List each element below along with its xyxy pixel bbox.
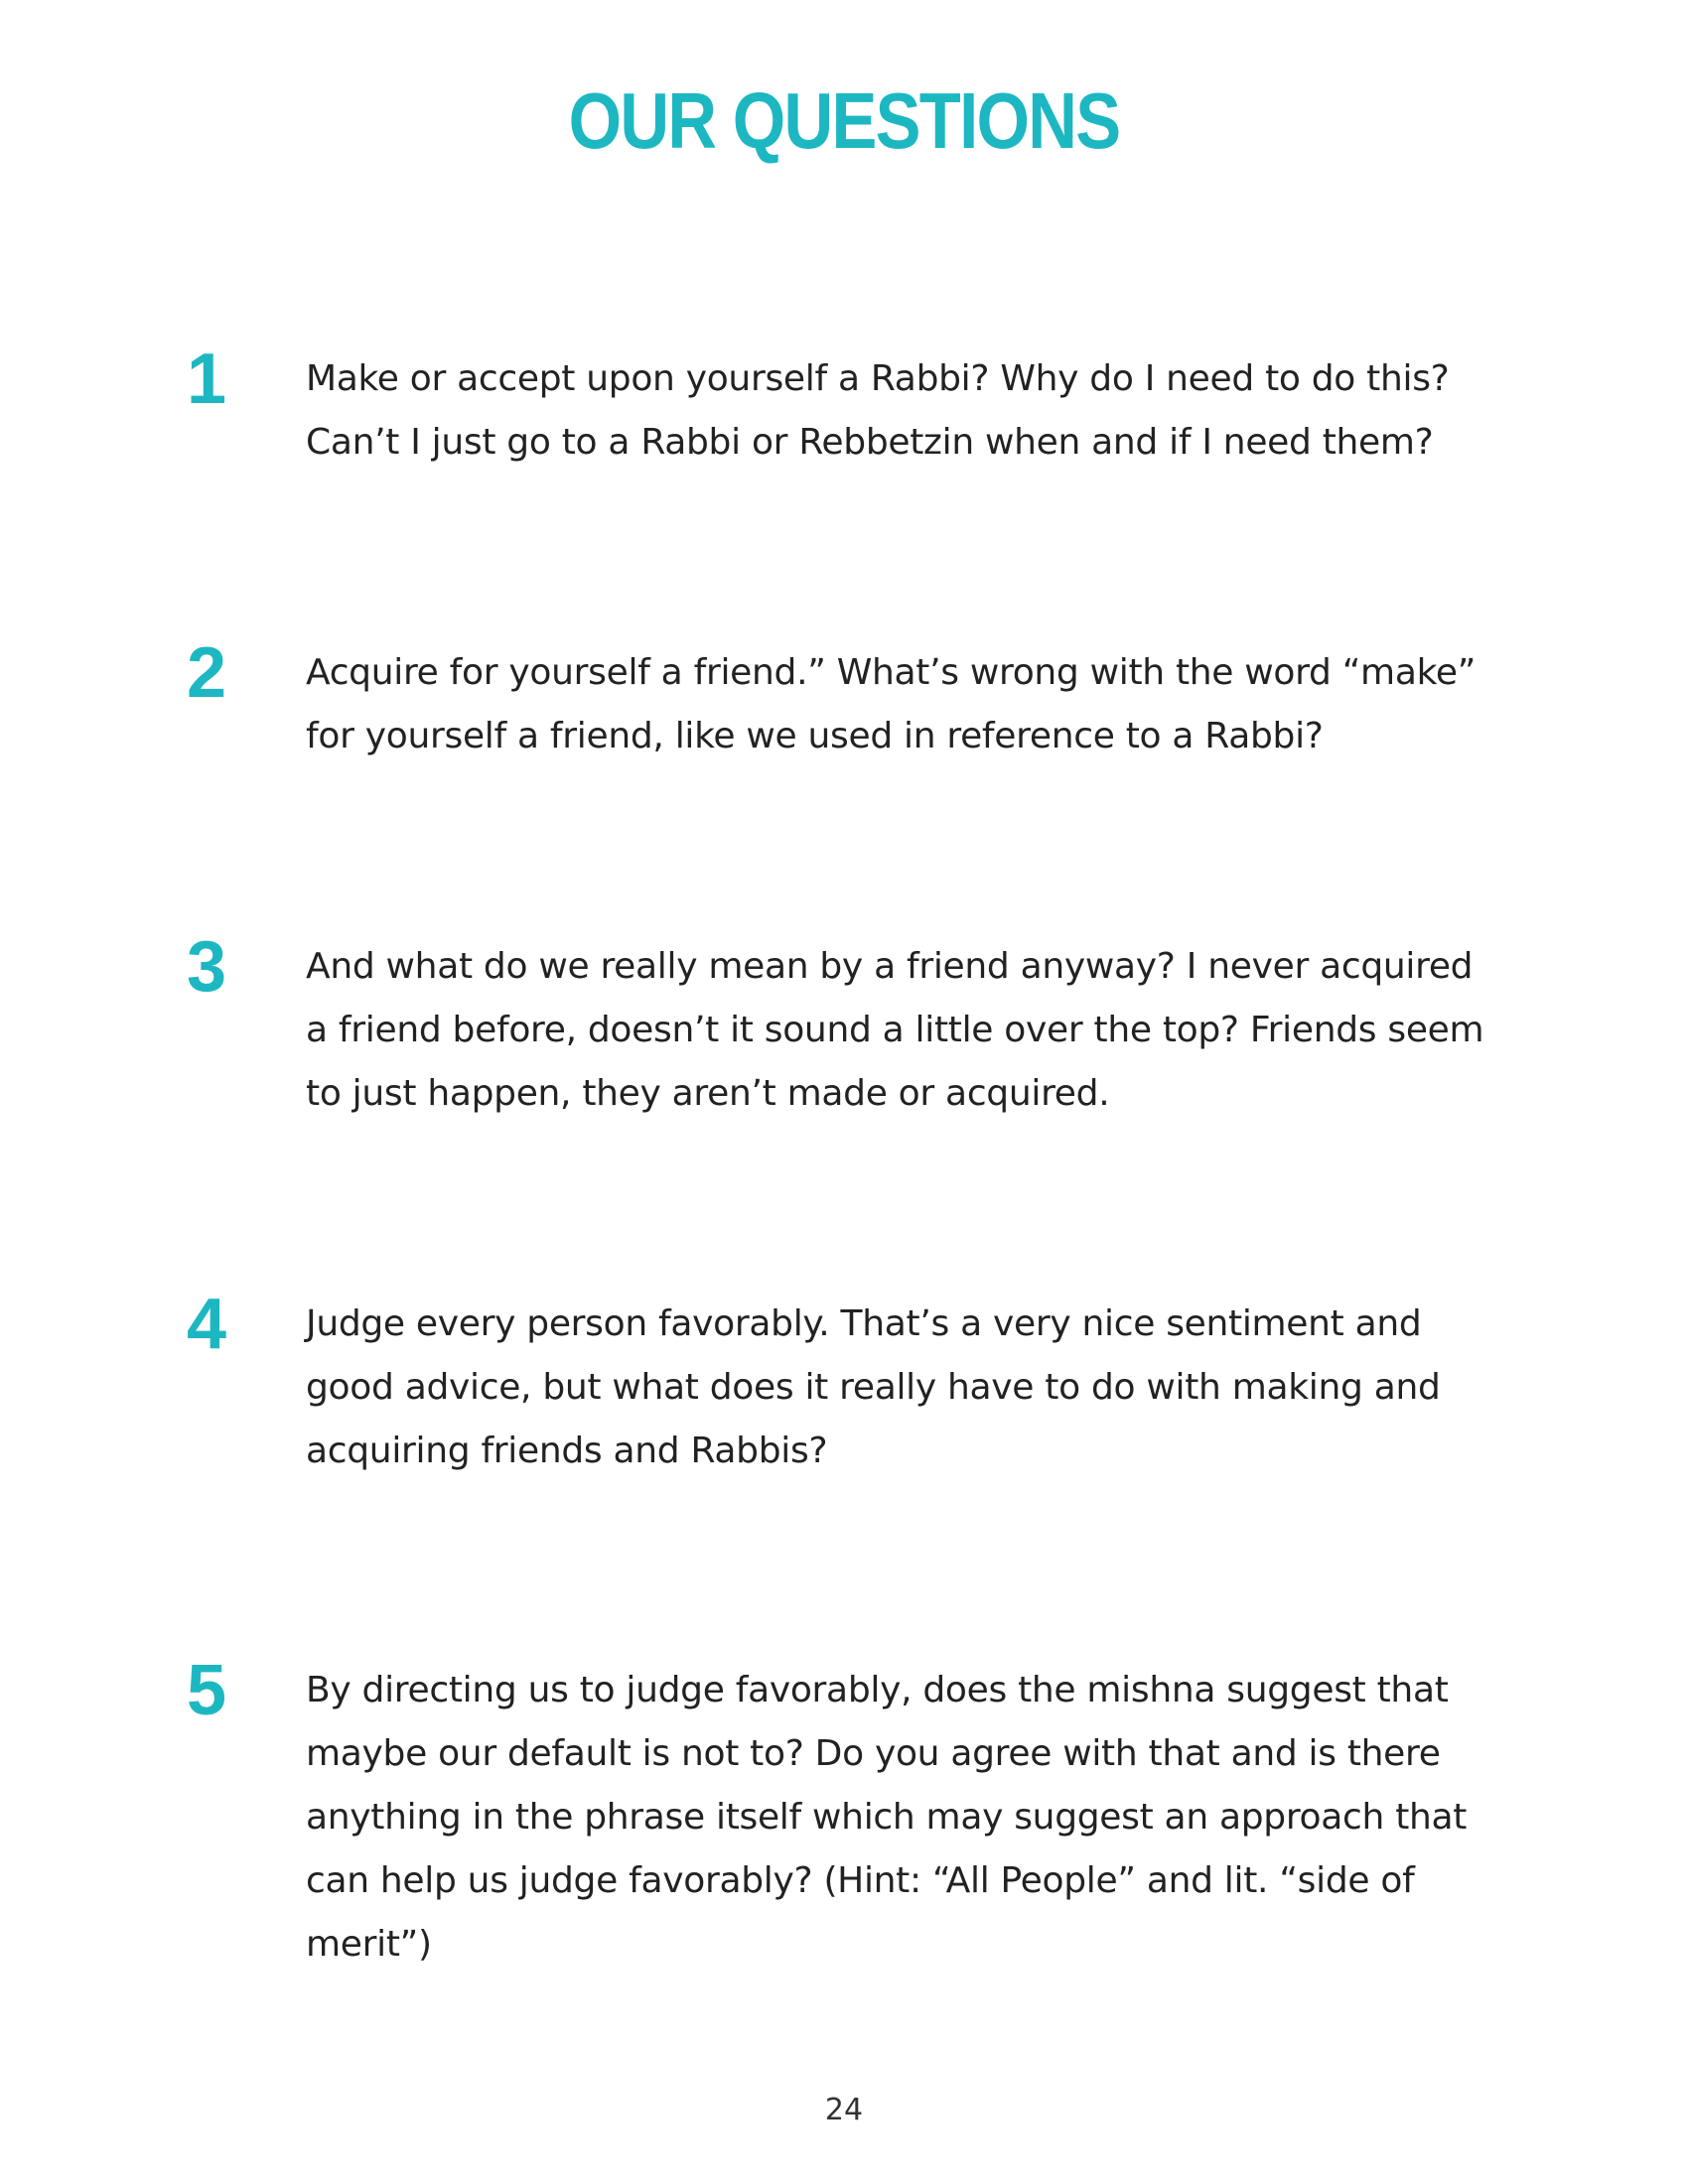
page-number: 24 bbox=[824, 2093, 864, 2127]
question-text: Acquire for yourself a friend.” What’s wrong with the word “make” for yourself a friend, like we used in reference to a Rabbi? bbox=[306, 652, 1477, 756]
question-text: Make or accept upon yourself a Rabbi? Why do I need to do this? Can’t I just go to a Rabbi or Rebbetzin when and if I need them? bbox=[306, 358, 1450, 463]
question-number: 3 bbox=[187, 927, 227, 1007]
question-text: By directing us to judge favorably, does the mishna suggest that maybe our default is not to? Do you agree with that and is there anything in the phrase itself which may suggest an approach that can help us judge favorably? (Hint: “All People” and lit. “side of merit”) bbox=[306, 1670, 1468, 1965]
question-number: 1 bbox=[187, 340, 227, 419]
question-text: Judge every person favorably. That’s a very nice sentiment and good advice, but what does it really have to do with making and acquiring friends and Rabbis? bbox=[306, 1303, 1441, 1471]
question-number: 4 bbox=[187, 1285, 227, 1364]
question-text: And what do we really mean by a friend anyway? I never acquired a friend before, doesn’t it sound a little over the top? Friends seem to just happen, they aren’t made or acquired. bbox=[306, 946, 1484, 1114]
page-title: OUR QUESTIONS bbox=[568, 76, 1120, 165]
question-number: 5 bbox=[187, 1651, 227, 1730]
question-number: 2 bbox=[187, 633, 227, 713]
